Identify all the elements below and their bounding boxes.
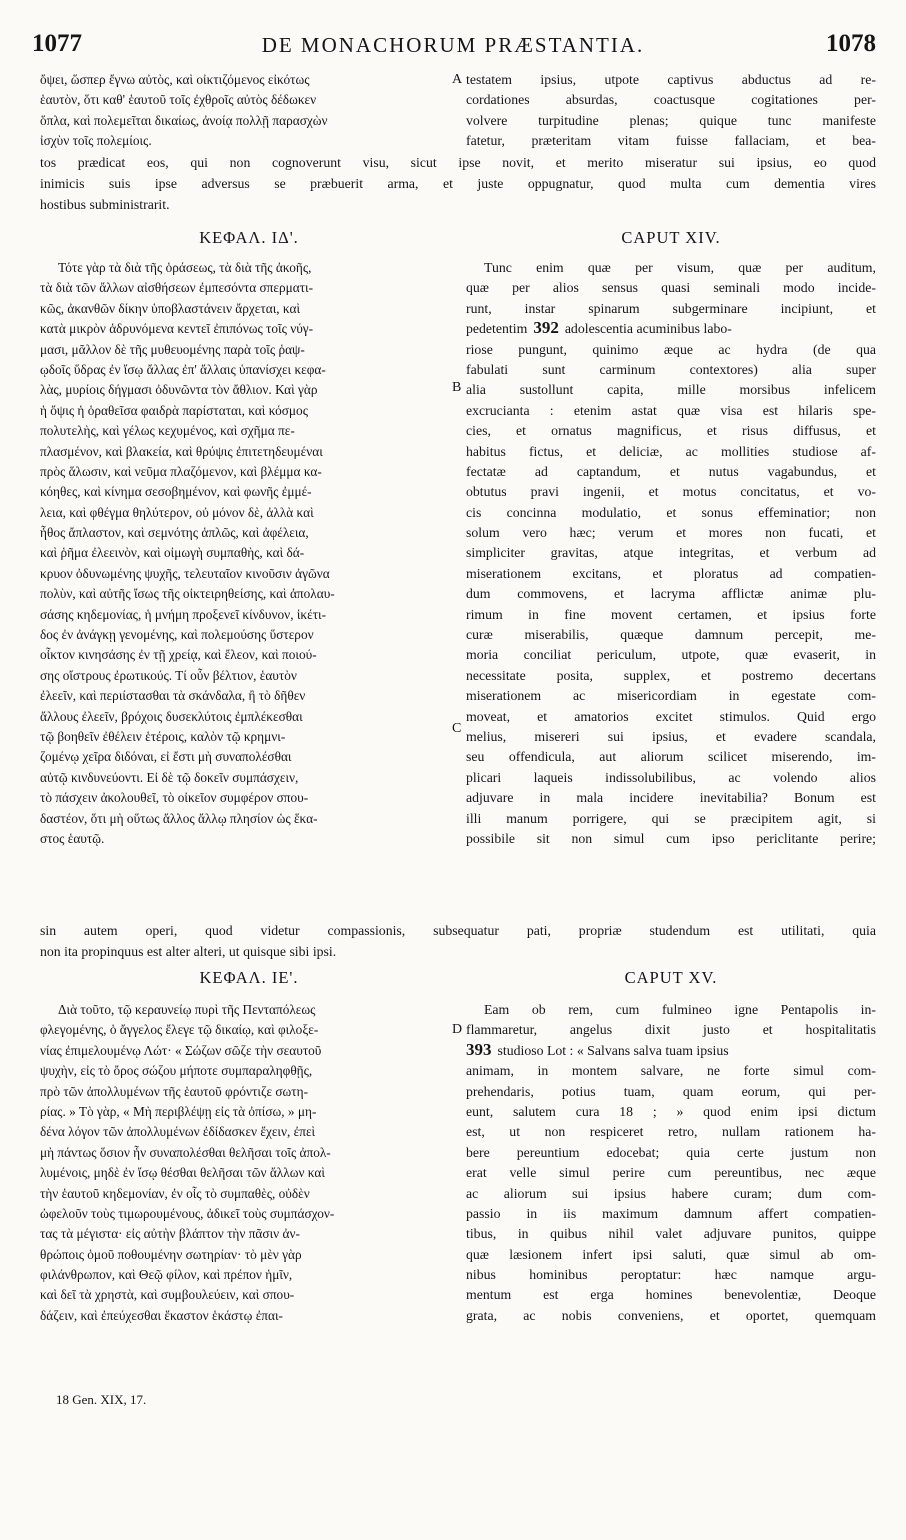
greek-line: δος ἐν ἀνάγκῃ γενομένης, καὶ πολεμούσης ὕστερον	[40, 627, 314, 643]
latin-line: mentum est erga homines benevolentiæ, Deoque	[466, 1287, 876, 1303]
greek-line: ρίας. » Τὸ γὰρ, « Μὴ περιβλέψῃ εἰς τὰ ὀπίσω, » μη-	[40, 1103, 317, 1119]
greek-line: ζομένῳ χεῖρα διδόναι, εἰ ἔστι μὴ συναπολέσθαι	[40, 749, 292, 765]
latin-line: possibile sit non simul cum ipso periclitante perire;	[466, 830, 876, 846]
greek-line: καὶ δεῖ τὰ χρηστὰ, καὶ συμβουλεύειν, καὶ σπου-	[40, 1287, 295, 1303]
latin-line: miserationem ac misericordiam in egestate com-	[466, 688, 876, 704]
latin-column-section1	[466, 70, 876, 152]
page-number-right: 1078	[826, 30, 876, 57]
latin-line: testatem ipsius, utpote captivus abductus ad re-	[466, 72, 876, 87]
greek-line: τὴν ἑαυτοῦ κηδεμονίαν, ἐν οἷς τὸ συμπαθὲς, οὐδὲν	[40, 1185, 310, 1201]
greek-line: ὠφελοῦν τοὺς τιμωρουμένους, ἀδικεῖ τοὺς συμπάσχον-	[40, 1205, 335, 1221]
greek-line: τὸ πάσχειν ἀκολουθεῖ, τὸ οἰκεῖον συμφέρον σπου-	[40, 790, 309, 806]
greek-line: μὴ πάντως ὅσιον ἦν συναπολέσθαι θελῆσαι τοῖς ἀπολ-	[40, 1144, 331, 1160]
latin-line: excrucianta : etenim astat quæ visa est hilaris spe-	[466, 402, 876, 418]
latin-line-with-number	[466, 319, 876, 339]
greek-line: κρυον ὀδυνωμένης ψυχῆς, τελευταῖον κινοῦσιν ἀγῶνα	[40, 565, 330, 581]
full-line: sin autem operi, quod videtur compassionis, subsequatur pati, propriæ studendum est utilitati, quia	[40, 923, 876, 938]
greek-line: τῷ βοηθεῖν ἐθέλειν ἑτέροις, καλὸν τῷ κρημνι-	[40, 728, 286, 744]
greek-line: οἶκτον κινησάσης ἐν τῇ χρείᾳ, καὶ ἔλεον, καὶ ποιού-	[40, 647, 317, 663]
latin-line: Eam ob rem, cum fulmineo igne Pentapolis in-	[484, 1002, 876, 1017]
margin-letter-c: C	[452, 721, 462, 736]
greek-line: ῳδοῖς ὕδρας ἐν ἴσῳ ἄλλας ἐπ' ἄλλαις ὑπανίσχει κεφα-	[40, 361, 326, 377]
latin-line: adjuvare in mala incidere inevitabilia? Bonum est	[466, 790, 876, 806]
full-line: hostibus subministrarit.	[40, 197, 170, 212]
greek-line: πρὸς ἅλωσιν, καὶ νεῦμα πλαζόμενον, καὶ βλέμμα κα-	[40, 463, 322, 479]
latin-line: cies, et ornatus magnificus, et risus diffusus, et	[466, 423, 876, 439]
greek-line: δαστέον, ὅτι μὴ οὕτως ἄλλος ἄλλῳ πλησίον ὡς ἕκα-	[40, 810, 318, 826]
latin-line: grata, ac nobis conveniens, et oportet, quemquam	[466, 1307, 876, 1323]
latin-line: cis concinna modulatio, et sonus effeminatior; non	[466, 504, 876, 520]
latin-line: quæ læsionem infert ipsi saluti, quæ simul ab om-	[466, 1246, 876, 1262]
greek-line: ἡ ὄψις ἡ ὁραθεῖσα φαιδρὰ παρίσταται, καὶ κόσμος	[40, 402, 308, 418]
latin-line: Tunc enim quæ per visum, quæ per auditum,	[484, 260, 876, 275]
latin-fragment: pedetentim	[466, 321, 528, 337]
latin-column-section2	[466, 258, 876, 849]
latin-column-section3	[466, 1000, 876, 1326]
latin-line: dum commovens, et lacryma afflictæ animæ plu-	[466, 586, 876, 602]
footnote: 18 Gen. XIX, 17.	[56, 1392, 147, 1407]
latin-chapter-heading: CAPUT XV.	[624, 968, 718, 987]
latin-line: prehendaris, potius tuam, quam eorum, qui per-	[466, 1083, 876, 1099]
margin-letter-b: B	[452, 380, 462, 395]
greek-line: πολυτελὴς, καὶ γέλως κεχυμένος, καὶ σχῆμα πε-	[40, 423, 295, 439]
latin-line: illi manum porrigere, qui se præcipitem agit, si	[466, 810, 876, 826]
latin-line: rimum in fine movent certamen, et ipsius forte	[466, 606, 876, 622]
greek-chapter-heading: ΚΕΦΑΛ. ΙΔ'.	[199, 228, 299, 247]
margin-letter-d: D	[452, 1022, 463, 1037]
greek-line: ὅπλα, καὶ πολεμεῖται δικαίως, ἀνοίᾳ πολλῇ παρασχὼν	[40, 112, 328, 128]
latin-line: solum vero hæc; verum et mores non fucati, et	[466, 525, 876, 541]
latin-line: volvere turpitudine plenas; quique tunc manifeste	[466, 112, 876, 128]
page-number-left: 1077	[32, 30, 82, 57]
latin-line: alia sustollunt capita, mille morsibus infelicem	[466, 382, 876, 398]
greek-line: πολὺν, καὶ αὐτῆς ἴσως τῆς οἰκτειρηθείσης, καὶ ἀπολαυ-	[40, 586, 335, 602]
greek-line: λεια, καὶ φθέγμα θηλύτερον, οὐ μόνον δὲ, ἀλλὰ καὶ	[40, 504, 314, 520]
latin-line: riose pungunt, quinimo æque ac hydra (de qua	[466, 341, 876, 357]
greek-line: ἦθος ἄπλαστον, καὶ σεμνότης ἁπλῶς, καὶ ἀφέλεια,	[40, 525, 309, 541]
latin-line: miserationem excitans, et ploratus ad compatien-	[466, 565, 876, 581]
full-line: non ita propinquus est alter alteri, ut quisque sibi ipsi.	[40, 944, 337, 959]
greek-line: ἄλλους ἐλεεῖν, βρόχοις δυσεκλύτοις ἐμπλέκεσθαι	[40, 708, 303, 724]
latin-line: melius, misereri sui ipsius, et evadere scandala,	[466, 728, 876, 744]
latin-line: obtutus pravi ingenii, et motus concitatus, et vo-	[466, 484, 876, 500]
latin-line: fectatæ ad captandum, et nutus vagabundus, et	[466, 463, 876, 479]
running-title: DE MONACHORUM PRÆSTANTIA.	[261, 33, 645, 57]
full-line: inimicis suis ipse adversus se præbuerit arma, et juste oppugnatur, quod multa cum dementia vires	[40, 176, 876, 191]
latin-line: cordationes absurdas, coactusque cogitationes per-	[466, 92, 876, 108]
latin-line: moveat, et amatorios excitet stimulos. Quid ergo	[466, 708, 876, 724]
column-number-392: 392	[533, 319, 559, 338]
column-number-393: 393	[466, 1040, 492, 1059]
latin-line: plicari laqueis indissolubilibus, ac volendo alios	[466, 769, 876, 785]
latin-line: habitus fictus, et deliciæ, ac mollities studiose af-	[466, 443, 876, 459]
greek-line: Τότε γὰρ τὰ διὰ τῆς ὁράσεως, τὰ διὰ τῆς ἀκοῆς,	[58, 260, 312, 275]
greek-line: ἰσχὺν τοῖς πολεμίοις.	[40, 133, 152, 149]
greek-line: σης οἴστρους ἐρωτικούς. Τί οὖν βέλτιον, ἑαυτὸν	[40, 667, 297, 683]
greek-line: κῶς, ἀκανθῶν δίκην ὑποβλαστάνειν ἄρχεται, καὶ	[40, 300, 301, 316]
greek-line: Διὰ τοῦτο, τῷ κεραυνείῳ πυρὶ τῆς Πενταπόλεως	[58, 1002, 316, 1017]
latin-line: est, ut non respiceret retro, nullam rationem ha-	[466, 1124, 876, 1140]
greek-line: αὐτῷ κινδυνεύοντι. Εἰ δὲ τῷ δοκεῖν συμπάσχειν,	[40, 769, 299, 785]
greek-line: δένα λόγον τῶν ἀπολλυμένων ἐδίδασκεν ἔχειν, ἐπεὶ	[40, 1124, 316, 1140]
greek-line: φιλάνθρωπον, καὶ Θεῷ φίλον, καὶ πρέπον ἡμῖν,	[40, 1267, 293, 1283]
latin-line: seu offendicula, aut aliorum scilicet miserendo, im-	[466, 749, 876, 765]
latin-line: animam, in montem salvare, ne forte simul com-	[466, 1063, 876, 1079]
latin-line: nibus hominibus peroptatur: hæc namque argu-	[466, 1267, 876, 1283]
latin-line: tibus, in quibus nihil valet adjuvare punitos, quippe	[466, 1226, 876, 1242]
latin-line-with-number	[466, 1041, 876, 1061]
full-width-text-section1	[40, 152, 876, 215]
greek-line: ἑαυτὸν, ὅτι καθ' ἑαυτοῦ τοῖς ἐχθροῖς αὐτὸς δέδωκεν	[40, 92, 317, 108]
greek-chapter-heading: ΚΕΦΑΛ. ΙΕ'.	[199, 968, 299, 987]
latin-line: quæ per alios sensus quasi seminali modo incide-	[466, 280, 876, 296]
greek-line: καὶ ῥῆμα ἐλεεινὸν, καὶ οἰμωγὴ συμπαθὴς, καὶ δά-	[40, 545, 305, 561]
full-line: tos prædicat eos, qui non cognoverunt visu, sicut ipse novit, et merito miseratur sui ipsius, eo quod	[40, 155, 876, 170]
latin-line: passio in iis maximum damnum affert compatien-	[466, 1205, 876, 1221]
greek-line: ἐλεεῖν, καὶ περιίστασθαι τὰ σκάνδαλα, ἢ τὸ δῆθεν	[40, 688, 306, 704]
latin-line: fatetur, præteritam vitam fuisse fallaciam, et bea-	[466, 133, 876, 149]
greek-line: θρώποις ὁμοῦ ποθουμένην σωτηρίαν· τὸ μὲν γὰρ	[40, 1246, 302, 1262]
latin-chapter-heading: CAPUT XIV.	[621, 228, 721, 247]
greek-line: λὰς, μυρίοις δήγμασι ὀδυνῶντα τὸν ἄθλιον. Καὶ γὰρ	[40, 382, 318, 398]
greek-line: νίας ἐπιμελουμένῳ Λώτ· « Σώζων σῶζε τὴν σεαυτοῦ	[40, 1042, 322, 1058]
latin-line: necessitate posita, supplex, et postremo decertans	[466, 667, 876, 683]
latin-line: bere pereuntium edocebat; quia certe justum non	[466, 1144, 876, 1160]
greek-line: τὰ διὰ τῶν ἄλλων αἰσθήσεων ἐμπεσόντα σπερματι-	[40, 280, 314, 296]
greek-column-section1	[40, 70, 458, 152]
latin-line: curæ miserabilis, quæque damnum percepit, me-	[466, 627, 876, 643]
latin-line: simpliciter gravitas, atque integritas, et verbum ad	[466, 545, 876, 561]
latin-fragment: adolescentia acuminibus labo-	[564, 321, 732, 337]
margin-letter-a: A	[452, 72, 463, 87]
latin-line: erat velle simul perire cum pereuntibus, nec æque	[466, 1165, 876, 1181]
latin-line: runt, instar spinarum subgerminare incipiunt, et	[466, 300, 876, 316]
greek-line: ὄψει, ὥσπερ ἔγνω αὐτὸς, καὶ οἰκτιζόμενος εἰκότως	[40, 72, 310, 87]
greek-line: τας τὰ μέγιστα· εἰς αὐτὴν βλάπτον τὴν πᾶσιν ἀν-	[40, 1226, 300, 1242]
greek-line: σάσης κηδεμονίας, ἡ μνήμη προξενεῖ κίνδυνον, ἱκέτι-	[40, 606, 327, 622]
greek-line: φλεγομένης, ὁ ἄγγελος ἔλεγε τῷ δικαίῳ, καὶ φιλοξε-	[40, 1022, 319, 1038]
latin-line: eunt, salutem cura 18 ; » quod enim ipsi dictum	[466, 1103, 876, 1119]
greek-column-section2	[40, 258, 458, 849]
greek-line: πρὸ τῶν ἀπολλυμένων τῆς ἑαυτοῦ φρόντιζε σωτη-	[40, 1083, 309, 1099]
greek-line: μασι, μᾶλλον δὲ τῆς μυθευομένης παρὰ τοῖς ῥαψ-	[40, 341, 305, 357]
latin-line: flammaretur, angelus dixit justo et hospitalitatis	[466, 1022, 876, 1038]
greek-line: κατὰ μικρὸν ἁδρυνόμενα κεντεῖ ἐπιπόνως τοῖς νύγ-	[40, 321, 314, 337]
greek-line: κόηθες, καὶ κίνημα σεσοβημένον, καὶ φωνῆς ἐμμέ-	[40, 484, 312, 500]
greek-line: λυμένοις, μηδὲ ἐν ἴσῳ θέσθαι θελῆσαι τῶν ἄλλων καὶ	[40, 1165, 325, 1181]
greek-line: πλασμένον, καὶ βλακεία, καὶ θρύψις ἐπιτετηδευμέναι	[40, 443, 323, 459]
greek-line: ψυχὴν, εἰς τὸ ὄρος σώζου μήποτε συμπαραληφθῇς,	[40, 1063, 313, 1079]
latin-line: fabulati sunt carminum contextores) alia super	[466, 361, 876, 377]
greek-line: στος ἑαυτῷ.	[40, 830, 105, 846]
greek-column-section3	[40, 1000, 458, 1326]
latin-line: ac aliorum sui ipsius habere curam; dum com-	[466, 1185, 876, 1201]
greek-line: δάζειν, καὶ ἐπεύχεσθαι ἕκαστον ἑκάστῳ ἐπαι-	[40, 1307, 283, 1323]
latin-line: moria conciliat periculum, utpote, quæ evaserit, in	[466, 647, 876, 663]
running-header	[0, 30, 906, 66]
full-width-text-section2	[40, 920, 876, 962]
latin-fragment: studioso Lot : « Salvans salva tuam ipsius	[497, 1042, 729, 1058]
